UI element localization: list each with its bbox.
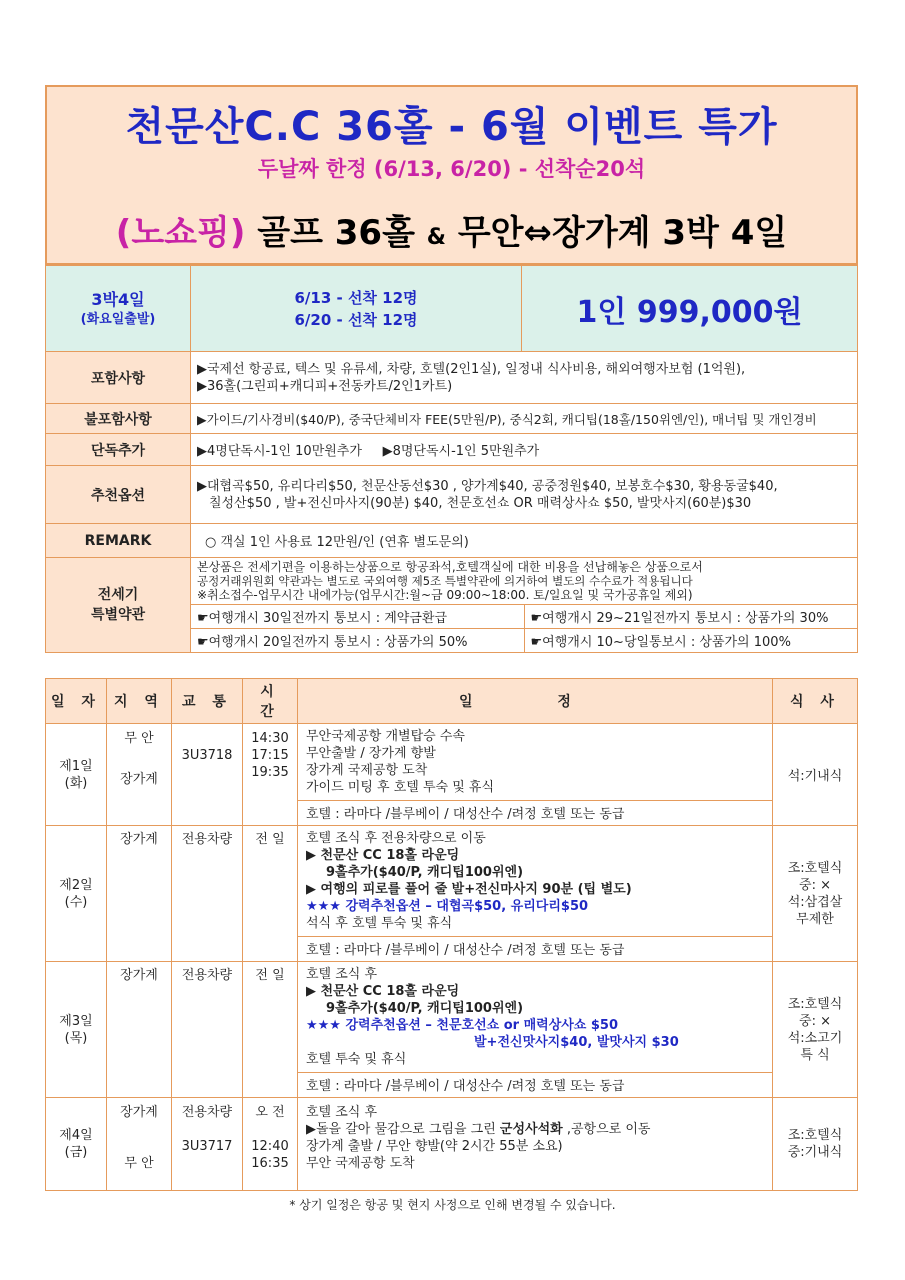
- tour-title: [47, 205, 856, 254]
- day4-time-3: 16:35: [251, 1156, 289, 1171]
- package-row: [46, 266, 858, 352]
- cancel-2: ☛여행개시 29~21일전까지 통보시 : 상품가의 30%: [524, 605, 857, 629]
- included-label: 포함사항: [46, 352, 191, 404]
- single-label: 단독추가: [46, 434, 191, 466]
- day1-meal: 석:기내식: [773, 724, 858, 826]
- day3-it-4: ★★★ 강력추천옵션 – 천문호선쇼 or 매력상사쇼 $50: [306, 1018, 619, 1033]
- day4-region-2: 무 안: [124, 1156, 154, 1171]
- day4-region-1: 장가계: [120, 1105, 158, 1120]
- col-region: 지 역: [107, 679, 172, 724]
- day2-it-6: 석식 후 호텔 투숙 및 휴식: [306, 916, 453, 931]
- route-label: 무안⇔장가계 3박 4일: [457, 213, 788, 253]
- day2-it-4: ▶ 여행의 피로를 풀어 줄 발+전신마사지 90분 (팁 별도): [306, 882, 632, 897]
- event-subtitle: 두날짜 한정 (6/13, 6/20) - 선착순20석: [257, 157, 646, 181]
- day1-label: 제1일: [59, 758, 93, 774]
- col-time: 시 간: [243, 679, 298, 724]
- day2-transport: 전용차량: [172, 826, 243, 962]
- schedule-table: [45, 678, 858, 1191]
- day3-meal-4: 특 식: [800, 1047, 830, 1063]
- day1-region-1: 무 안: [124, 731, 154, 746]
- event-header: [45, 85, 858, 265]
- day2-region: 장가계: [107, 826, 172, 962]
- day2-dow: (수): [64, 894, 88, 910]
- day4-label: 제4일: [59, 1128, 93, 1143]
- date-2: 6/20 - 선착 12명: [294, 310, 418, 329]
- col-meal: 식 사: [773, 679, 858, 724]
- event-title: 천문산C.C 36홀 - 6월 이벤트 특가: [125, 104, 778, 150]
- day3-it-6: 호텔 투숙 및 휴식: [306, 1052, 407, 1067]
- cancel-table: [191, 604, 857, 652]
- day4-transport-1: 전용차량: [181, 1105, 233, 1120]
- day2-hotel: 호텔 : 라마다 /블루베이 / 대성산수 /려정 호텔 또는 동급: [298, 937, 773, 962]
- day4-it-3: 장가계 출발 / 무안 향발(약 2시간 55분 소요): [306, 1139, 563, 1154]
- col-itinerary: 일 정: [298, 679, 773, 724]
- day2-time: 전 일: [243, 826, 298, 962]
- day2-meal-2: 중: ×: [799, 877, 831, 893]
- day3-it-1: 호텔 조식 후: [306, 967, 378, 982]
- footer-note: * 상기 일정은 항공 및 현지 사정으로 인해 변경될 수 있습니다.: [289, 1198, 616, 1212]
- info-table: [45, 265, 858, 653]
- no-shopping-label: (노쇼핑): [115, 213, 246, 253]
- day4-transport-2: 3U3717: [181, 1139, 233, 1154]
- cancel-1: ☛여행개시 30일전까지 통보시 : 계약금환급: [191, 605, 524, 629]
- included-row: [46, 352, 858, 404]
- remark-label: REMARK: [46, 524, 191, 558]
- included-1: ▶국제선 항공료, 텍스 및 유류세, 차량, 호텔(2인1실), 일정내 식사비용, 해외여행자보험 (1억원),: [197, 361, 746, 377]
- excluded-row: [46, 404, 858, 434]
- day3-transport: 전용차량: [172, 962, 243, 1098]
- remark-text: ○ 객실 1인 사용료 12만원/인 (연휴 별도문의): [191, 524, 858, 558]
- day2-it-5: ★★★ 강력추천옵션 – 대협곡$50, 유리다리$50: [306, 899, 589, 914]
- day2-meal-4: 무제한: [796, 911, 834, 927]
- excluded-text: ▶가이드/기사경비($40/P), 중국단체비자 FEE(5만원/P), 중식2회, 캐디팁(18홀/150위엔/인), 매너팁 및 개인경비: [191, 404, 858, 434]
- options-label: 추천옵션: [46, 466, 191, 524]
- day1-transport: 3U3718: [172, 724, 243, 826]
- day4-it-4: 무안 국제공항 도착: [306, 1156, 415, 1171]
- day3-meal-3: 석:소고기: [787, 1030, 843, 1046]
- day3-meal-1: 조:호텔식: [787, 996, 843, 1012]
- terms-label: [46, 558, 191, 653]
- included-2: ▶36홀(그린피+캐디피+전동카트/2인1카트): [197, 378, 453, 394]
- day1-dow: (화): [64, 775, 88, 791]
- options-2: 칠성산$50 , 발+전신마사지(90분) $40, 천문호선쇼 OR 매력상사쇼 $50, 발맛사지(60분)$30: [209, 495, 752, 511]
- day2-meal-1: 조:호텔식: [787, 860, 843, 876]
- terms-2: 공정거래위원회 약관과는 별도로 국외여행 제5조 특별약관에 의거하여 별도의 수수료가 적용됩니다: [197, 574, 693, 588]
- col-transport: 교 통: [172, 679, 243, 724]
- day3-it-2: ▶ 천문산 CC 18홀 라운딩: [306, 984, 460, 999]
- day4-time-1: 오 전: [255, 1105, 285, 1120]
- package-dates-cell: [191, 266, 522, 352]
- cancel-4: ☛여행개시 10~당일통보시 : 상품가의 100%: [524, 629, 857, 653]
- day3-it-3: 9홀추가($40/P, 캐디팁100위엔): [326, 1001, 524, 1016]
- day2-it-2: ▶ 천문산 CC 18홀 라운딩: [306, 848, 460, 863]
- day1-time-3: 19:35: [251, 765, 289, 780]
- day4-meal-2: 중:기내식: [787, 1145, 843, 1160]
- single-text: ▶4명단독시-1인 10만원추가 ▶8명단독시-1인 5만원추가: [191, 434, 858, 466]
- schedule-header: [46, 679, 858, 724]
- day4-it-2: [306, 1121, 764, 1138]
- day3-dow: (목): [64, 1030, 88, 1046]
- day1-it-3: 장가계 국제공항 도착: [306, 763, 428, 778]
- day4-dow: (금): [64, 1145, 88, 1160]
- day3-region: 장가계: [107, 962, 172, 1098]
- cancel-3: ☛여행개시 20일전까지 통보시 : 상품가의 50%: [191, 629, 524, 653]
- day4-time-2: 12:40: [251, 1139, 289, 1154]
- day2-meal-3: 석:삼겹살: [787, 894, 843, 910]
- terms-row: [46, 558, 858, 653]
- terms-label-1: 전세기: [97, 587, 139, 603]
- col-day: 일 자: [46, 679, 107, 724]
- day1-it-4: 가이드 미팅 후 호텔 투숙 및 휴식: [306, 780, 495, 795]
- day1-it-1: 무안국제공항 개별탑승 수속: [306, 729, 465, 744]
- day2-it-3: 9홀추가($40/P, 캐디팁100위엔): [326, 865, 524, 880]
- date-1: 6/13 - 선착 12명: [294, 288, 418, 307]
- day2-label: 제2일: [59, 877, 93, 893]
- options-row: [46, 466, 858, 524]
- day3-hotel: 호텔 : 라마다 /블루베이 / 대성산수 /려정 호텔 또는 동급: [298, 1073, 773, 1098]
- day1-row: [46, 724, 858, 801]
- day3-time: 전 일: [243, 962, 298, 1098]
- day3-meal-2: 중: ×: [799, 1013, 831, 1029]
- day1-time-2: 17:15: [251, 748, 289, 763]
- day4-meal-1: 조:호텔식: [787, 1128, 843, 1143]
- options-1: ▶대협곡$50, 유리다리$50, 천문산동선$30 , 양가계$40, 공중정원$40, 보봉호수$30, 황용동굴$40,: [197, 478, 778, 494]
- golf-label: 골프 36홀: [257, 213, 415, 253]
- day4-it-2c: ,공항으로 이동: [562, 1122, 651, 1137]
- terms-3: ※취소접수-업무시간 내에가능(업무시간:월~금 09:00~18:00. 토/일요일 및 국가공휴일 제외): [197, 588, 693, 602]
- departure-day: (화요일출발): [80, 312, 156, 327]
- duration: 3박4일: [91, 290, 145, 309]
- day4-it-1: 호텔 조식 후: [306, 1105, 378, 1120]
- day3-row: [46, 962, 858, 1073]
- package-duration-cell: [46, 266, 191, 352]
- day4-row: [46, 1098, 858, 1191]
- day3-label: 제3일: [59, 1013, 93, 1029]
- single-row: [46, 434, 858, 466]
- price: 1인 999,000원: [522, 266, 858, 352]
- terms-text: [191, 558, 857, 604]
- day1-it-2: 무안출발 / 장가계 향발: [306, 746, 436, 761]
- day4-it-2b: 군성사석화: [499, 1122, 563, 1137]
- day1-time-1: 14:30: [251, 731, 289, 746]
- day2-it-1: 호텔 조식 후 전용차량으로 이동: [306, 831, 486, 846]
- day3-it-5: 발+전신맛사지$40, 발맛사지 $30: [474, 1035, 679, 1050]
- excluded-label: 불포함사항: [46, 404, 191, 434]
- day1-hotel: 호텔 : 라마다 /블루베이 / 대성산수 /려정 호텔 또는 동급: [298, 801, 773, 826]
- remark-row: [46, 524, 858, 558]
- terms-1: 본상품은 전세기편을 이용하는상품으로 항공좌석,호텔객실에 대한 비용을 선납해놓은 상품으로서: [197, 560, 703, 574]
- terms-label-2: 특별약관: [90, 607, 146, 623]
- day4-it-2a: ▶돌을 갈아 물감으로 그림을 그린: [306, 1122, 500, 1137]
- day2-row: [46, 826, 858, 937]
- ampersand: &: [426, 225, 446, 250]
- day1-region-2: 장가계: [120, 772, 158, 787]
